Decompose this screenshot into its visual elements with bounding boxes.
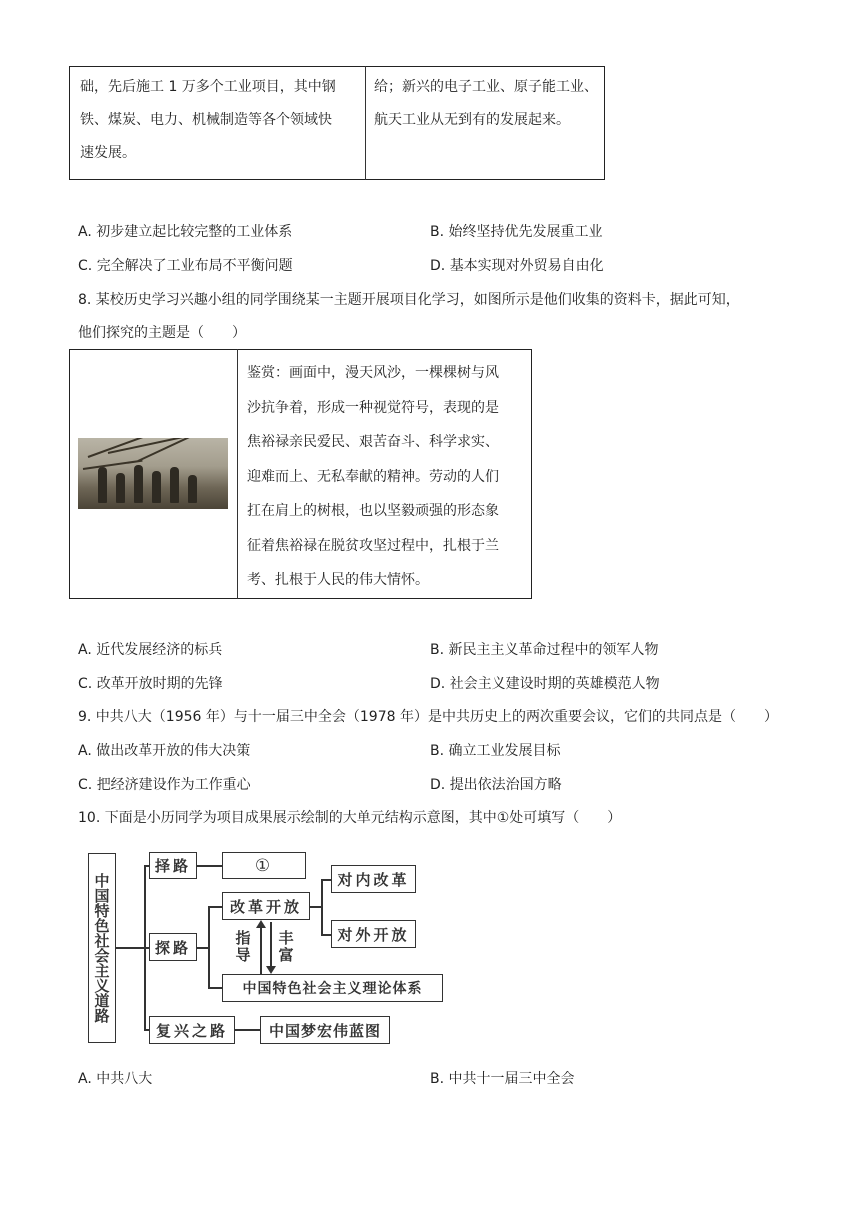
option-text: 始终坚持优先发展重工业 xyxy=(448,224,603,240)
option-text: 中共十一届三中全会 xyxy=(448,1071,575,1087)
q8-option-c[interactable] xyxy=(78,674,223,694)
option-label: A. xyxy=(78,642,92,658)
q7-option-c[interactable] xyxy=(78,256,293,276)
text-line: 迎难而上、无私奉献的精神。劳动的人们 xyxy=(247,468,499,485)
text-line: 沙抗争着，形成一种视觉符号，表现的是 xyxy=(247,399,499,416)
q10-option-a[interactable] xyxy=(78,1069,152,1089)
q8-option-d[interactable] xyxy=(430,674,660,694)
option-text: 完全解决了工业布局不平衡问题 xyxy=(96,258,293,274)
option-text: 近代发展经济的标兵 xyxy=(96,642,223,658)
q7-option-d[interactable] xyxy=(430,256,604,276)
arrow-down-icon xyxy=(266,966,276,974)
jiao-yulu-painting-image xyxy=(78,438,228,509)
option-label: A. xyxy=(78,224,92,240)
q8-stem-line2: 他们探究的主题是（ ） xyxy=(78,325,246,341)
diagram-arrow-up xyxy=(260,924,262,974)
option-text: 把经济建设作为工作重心 xyxy=(96,777,251,793)
option-label: C. xyxy=(78,258,93,274)
option-label: B. xyxy=(430,642,445,658)
arrow-up-icon xyxy=(256,920,266,928)
diagram-revival: 复兴之路 xyxy=(149,1016,235,1044)
option-text: 提出依法治国方略 xyxy=(449,777,562,793)
option-label: A. xyxy=(78,1071,92,1087)
text-line: 铁、煤炭、电力、机械制造等各个领域快 xyxy=(80,112,332,128)
q8-option-a[interactable] xyxy=(78,640,222,660)
option-label: C. xyxy=(78,676,93,692)
option-text: 新民主主义革命过程中的领军人物 xyxy=(448,642,659,658)
text-line: 础，先后施工 1 万多个工业项目，其中钢 xyxy=(80,79,336,95)
top-table-left-cell xyxy=(80,71,360,170)
q8-card-text xyxy=(247,356,529,598)
q7-option-a[interactable] xyxy=(78,222,292,242)
diagram-choose-path: 择路 xyxy=(149,852,197,879)
option-label: B. xyxy=(430,1071,445,1087)
option-label: D. xyxy=(430,676,446,692)
diagram-internal-reform: 对内改革 xyxy=(331,865,416,893)
text-line: 航天工业从无到有的发展起来。 xyxy=(374,112,570,128)
option-text: 基本实现对外贸易自由化 xyxy=(449,258,604,274)
diagram-external-open: 对外开放 xyxy=(331,920,416,948)
top-table-divider xyxy=(365,66,366,180)
diagram-trunk-line xyxy=(116,947,145,949)
option-text: 确立工业发展目标 xyxy=(448,743,561,759)
q10-option-b[interactable] xyxy=(430,1069,575,1089)
option-text: 中共八大 xyxy=(96,1071,153,1087)
q9-option-a[interactable] xyxy=(78,741,250,761)
top-table-right-cell xyxy=(374,71,602,137)
diagram-guide-label: 指导 xyxy=(234,925,252,969)
option-label: A. xyxy=(78,743,92,759)
q9-option-b[interactable] xyxy=(430,741,561,761)
diagram-explore-path: 探路 xyxy=(149,933,197,961)
q8-stem-line1: 8. 某校历史学习兴趣小组的同学围绕某一主题开展项目化学习，如图所示是他们收集的资料卡，据此可知， xyxy=(78,292,740,308)
text-line: 考、扎根于人民的伟大情怀。 xyxy=(247,572,429,588)
diagram-dream: 中国梦宏伟蓝图 xyxy=(260,1016,390,1044)
text-line: 鉴赏：画面中，漫天风沙，一棵棵树与风 xyxy=(247,365,499,381)
option-text: 做出改革开放的伟大决策 xyxy=(96,743,251,759)
q8-option-b[interactable] xyxy=(430,640,659,660)
option-text: 初步建立起比较完整的工业体系 xyxy=(96,224,293,240)
q9-option-d[interactable] xyxy=(430,775,562,795)
q7-option-b[interactable] xyxy=(430,222,603,242)
option-label: D. xyxy=(430,258,446,274)
q8-card-divider xyxy=(237,349,238,599)
option-label: C. xyxy=(78,777,93,793)
text-line: 征着焦裕禄在脱贫攻坚过程中，扎根于兰 xyxy=(247,537,499,554)
q10-stem: 10. 下面是小历同学为项目成果展示绘制的大单元结构示意图，其中①处可填写（ ） xyxy=(78,810,622,826)
diagram-theory: 中国特色社会主义理论体系 xyxy=(222,974,443,1002)
q9-stem: 9. 中共八大（1956 年）与十一届三中全会（1978 年）是中共历史上的两次重要会议，它们的共同点是（ ） xyxy=(78,709,778,725)
option-label: B. xyxy=(430,743,445,759)
option-text: 社会主义建设时期的英雄模范人物 xyxy=(449,676,660,692)
q9-option-c[interactable] xyxy=(78,775,251,795)
option-text: 改革开放时期的先锋 xyxy=(96,676,223,692)
text-line: 速发展。 xyxy=(80,145,136,161)
text-line: 扛在肩上的树根，也以坚毅顽强的形态象 xyxy=(247,503,499,519)
option-label: D. xyxy=(430,777,446,793)
diagram-reform: 改革开放 xyxy=(222,892,310,920)
diagram-enrich-label: 丰富 xyxy=(277,925,295,969)
diagram-arrow-down xyxy=(270,922,272,970)
text-line: 焦裕禄亲民爱民、艰苦奋斗、科学求实、 xyxy=(247,434,499,450)
diagram-blank-1[interactable]: ① xyxy=(222,852,306,879)
diagram-root: 中国特色社会主义道路 xyxy=(88,853,116,1043)
text-line: 给；新兴的电子工业、原子能工业、 xyxy=(374,79,598,95)
option-label: B. xyxy=(430,224,445,240)
